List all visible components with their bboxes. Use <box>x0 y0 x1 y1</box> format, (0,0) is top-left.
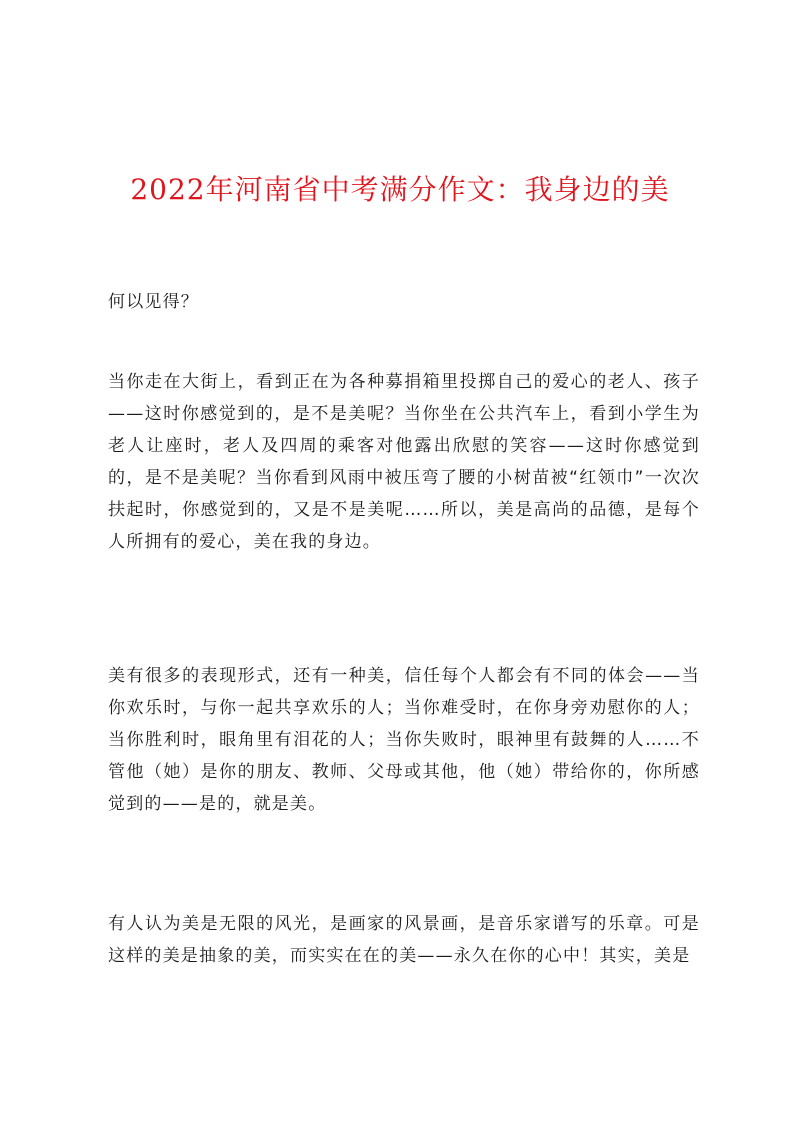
paragraph: 有人认为美是无限的风光，是画家的风景画，是音乐家谱写的乐章。可是这样的美是抽象的美，而实实在在的美——永久在你的心中！其实，美是 <box>108 914 700 966</box>
document-title: 2022年河南省中考满分作文：我身边的美 <box>130 173 670 206</box>
paragraph: 何以见得？ <box>108 292 199 312</box>
paragraph: 当你走在大街上，看到正在为各种募捐箱里投掷自己的爱心的老人、孩子——这时你感觉到的，是不是美呢？当你坐在公共汽车上，看到小学生为老人让座时，老人及四周的乘客对他露出欣慰的笑容——这时你感觉到的，是不是美呢？当你看到风雨中被压弯了腰的小树苗被“红领巾”一次次扶起时，你感觉到的，又是不是美呢……所以，美是高尚的品德，是每个人所拥有的爱心，美在我的身边。 <box>108 372 700 552</box>
paragraph: 美有很多的表现形式，还有一种美，信任每个人都会有不同的体会——当你欢乐时，与你一起共享欢乐的人；当你难受时，在你身旁劝慰你的人；当你胜利时，眼角里有泪花的人；当你失败时，眼神里有鼓舞的人……不管他（她）是你的朋友、教师、父母或其他，他（她）带给你的，你所感觉到的——是的，就是美。 <box>108 666 700 814</box>
